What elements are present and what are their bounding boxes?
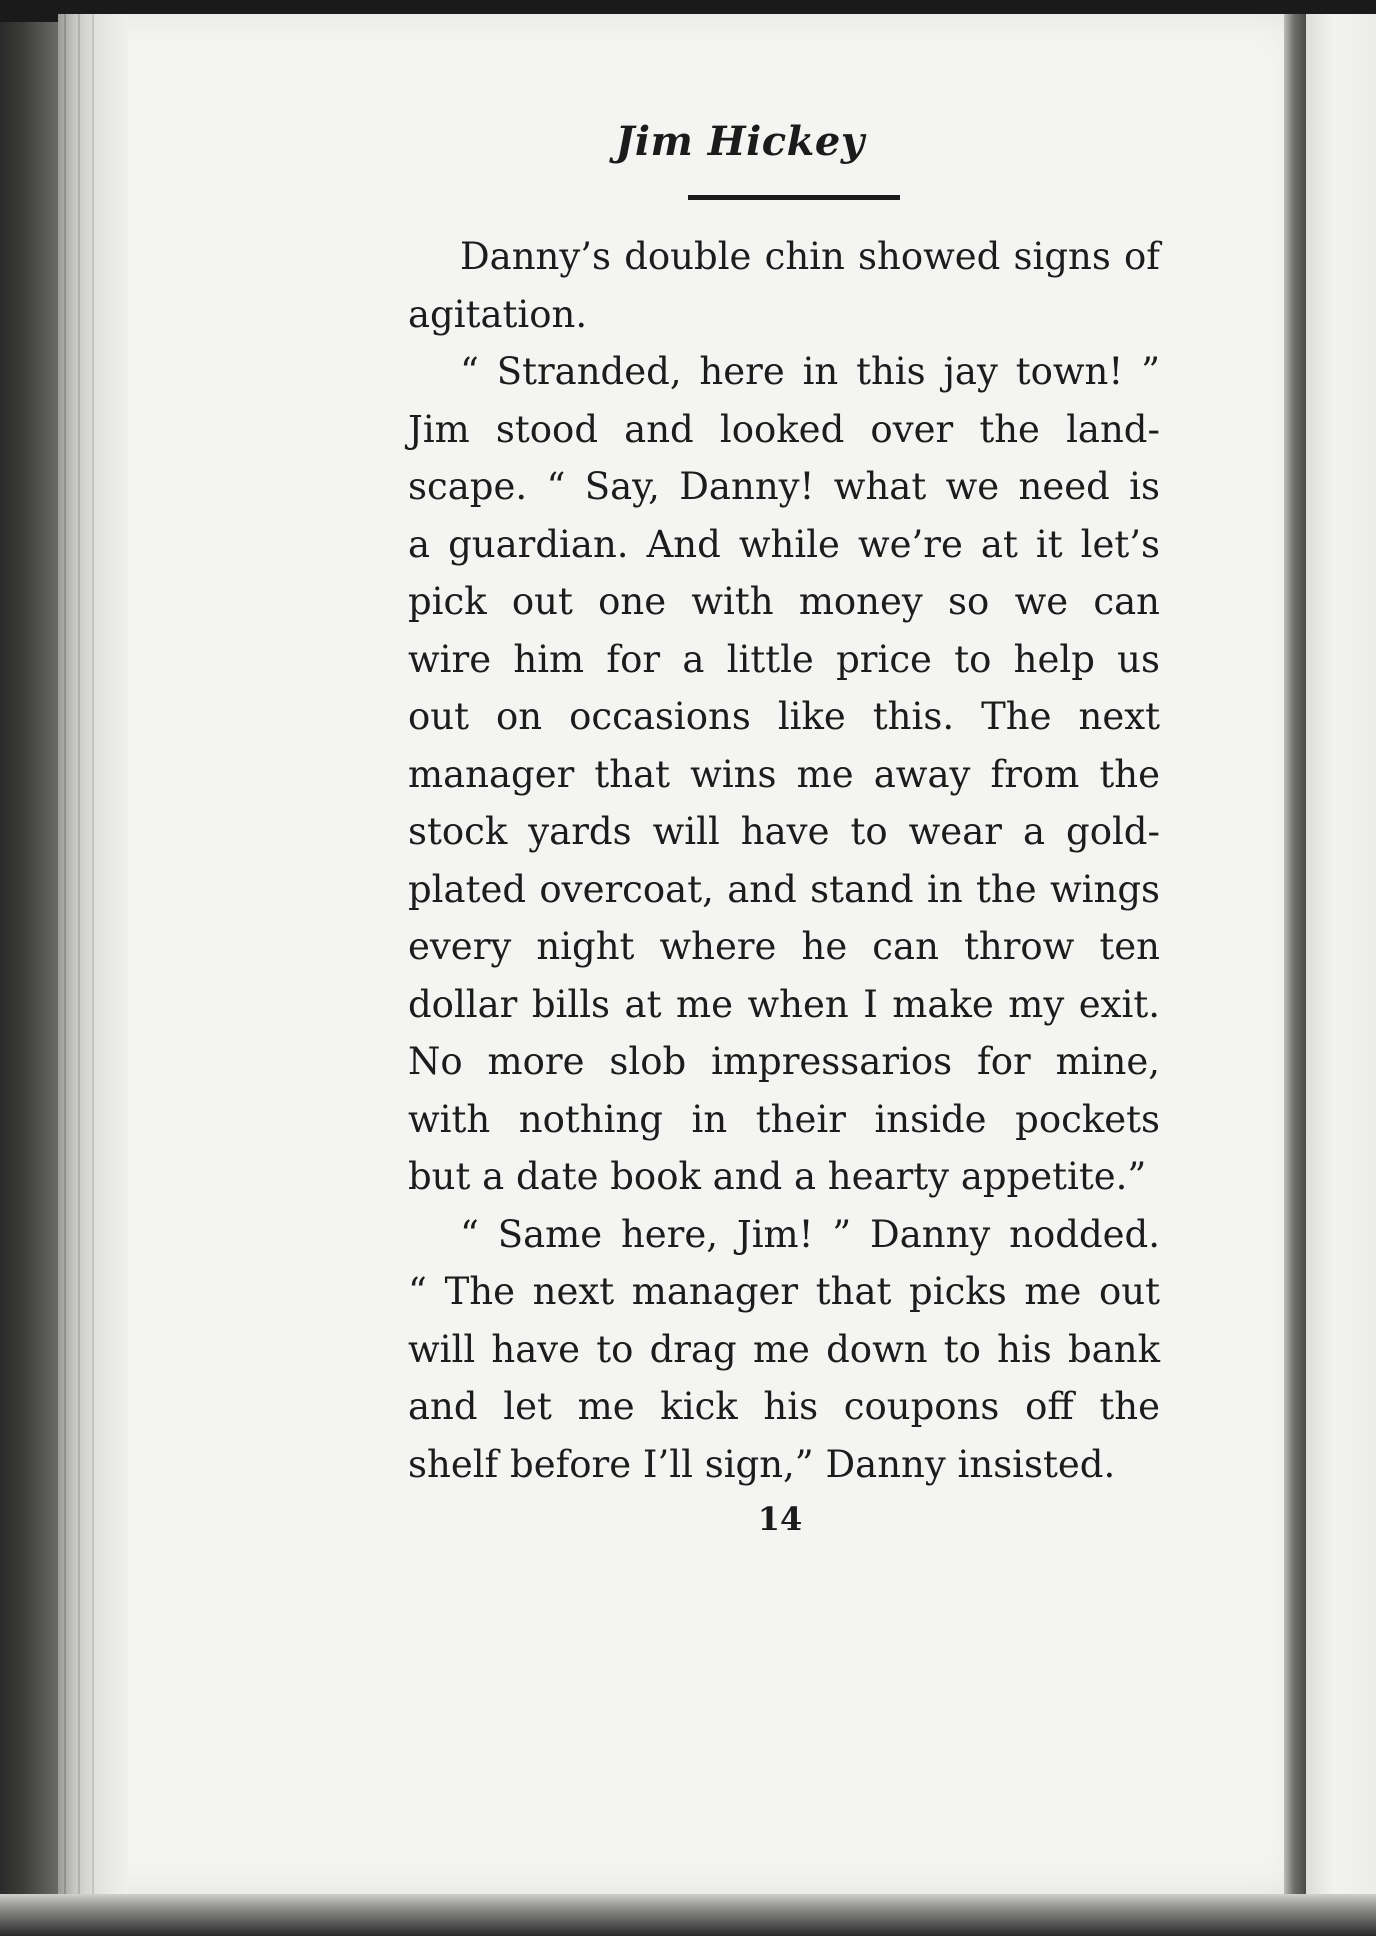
text-line: but a date book and a hearty appetite.”: [408, 1155, 1147, 1198]
page-number: 14: [757, 1500, 803, 1538]
text-line: every night where he can throw ten: [408, 925, 1160, 968]
head-rule: [688, 195, 900, 200]
running-head: Jim Hickey: [615, 118, 865, 165]
text-line: Jim stood and looked over the land-: [408, 407, 1160, 451]
text-line: No more slob impressarios for mine,: [408, 1040, 1160, 1083]
text-line: manager that wins me away from the: [408, 752, 1160, 796]
text-line: “ Stranded, here in this jay town! ”: [460, 350, 1160, 393]
text-line: Danny’s double chin showed signs of: [460, 235, 1160, 278]
text-line: will have to drag me down to his bank: [408, 1327, 1160, 1371]
text-line: shelf before I’ll sign,” Danny insisted.: [408, 1442, 1116, 1486]
gutter-crease: [64, 14, 66, 1894]
text-line: plated overcoat, and stand in the wings: [408, 867, 1160, 911]
text-line: scape. “ Say, Danny! what we need is: [408, 465, 1160, 508]
gutter-crease: [78, 14, 80, 1894]
left-border: [0, 0, 58, 1936]
text-line: dollar bills at me when I make my exit.: [408, 982, 1160, 1026]
right-page-edge: [1284, 14, 1306, 1894]
body-text: [408, 228, 1160, 1493]
text-line: stock yards will have to wear a gold-: [408, 810, 1160, 853]
text-line: and let me kick his coupons off the: [408, 1385, 1160, 1428]
bottom-border: [0, 1894, 1376, 1936]
text-line: “ The next manager that picks me out: [408, 1270, 1160, 1313]
right-border: [1306, 14, 1376, 1936]
gutter-crease: [92, 14, 94, 1894]
text-line: pick out one with money so we can: [408, 580, 1160, 623]
text-line: “ Same here, Jim! ” Danny nodded.: [460, 1212, 1160, 1256]
text-line: agitation.: [408, 292, 588, 336]
text-line: wire him for a little price to help us: [408, 637, 1160, 681]
text-line: with nothing in their inside pockets: [408, 1097, 1160, 1141]
text-line: out on occasions like this. The next: [408, 695, 1160, 738]
text-line: a guardian. And while we’re at it let’s: [408, 522, 1160, 566]
